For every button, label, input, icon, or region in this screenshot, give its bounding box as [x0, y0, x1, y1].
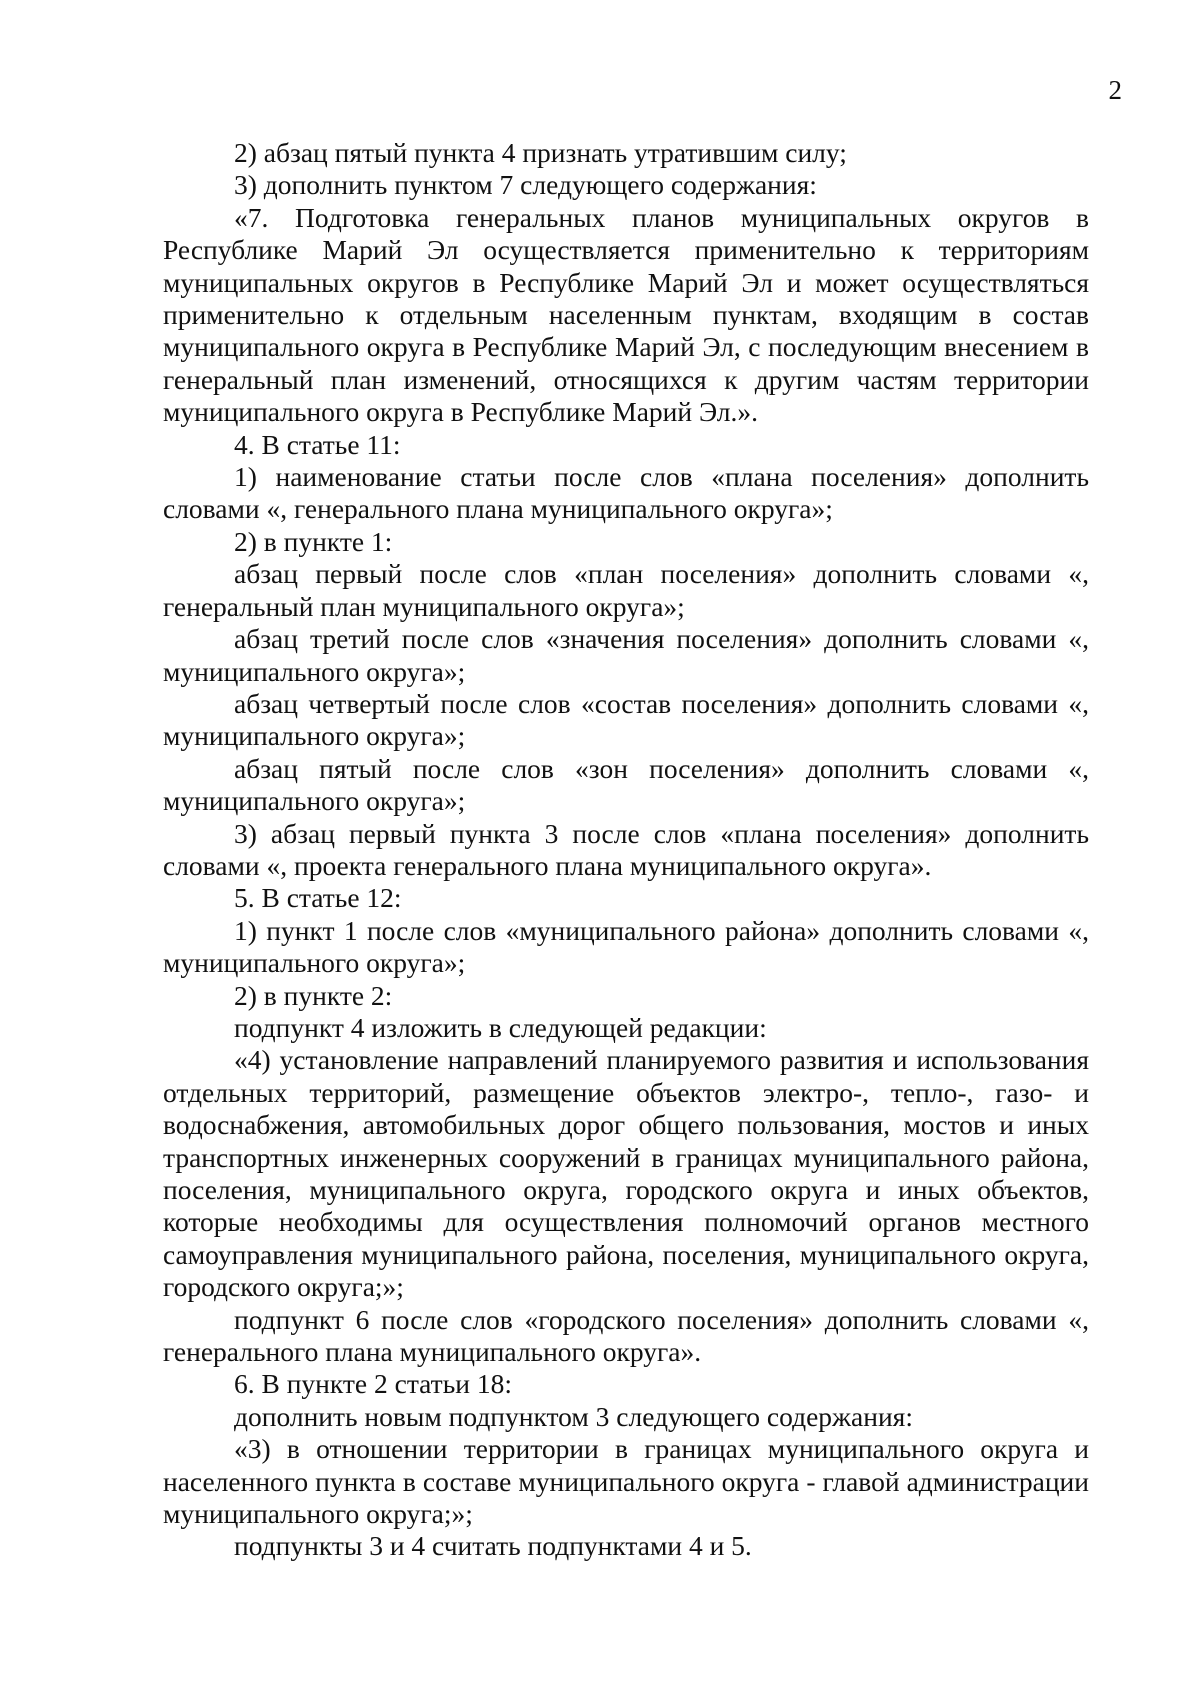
paragraph: абзац пятый после слов «зон поселения» дополнить словами «, муниципального округа»;: [163, 752, 1089, 817]
paragraph: 5. В статье 12:: [234, 882, 402, 914]
paragraph: абзац третий после слов «значения поселения» дополнить словами «, муниципального округа»;: [163, 623, 1089, 687]
paragraph: 4. В статье 11:: [234, 428, 401, 460]
paragraph: 1) наименование статьи после слов «плана поселения» дополнить словами «, генерального плана муниципального округа»;: [163, 461, 1089, 525]
paragraph: 3) дополнить пунктом 7 следующего содержания:: [234, 169, 817, 201]
page-number: 2: [1108, 75, 1122, 105]
paragraph: 2) в пункте 1:: [234, 525, 393, 557]
paragraph: «4) установление направлений планируемого развития и использования отдельных территорий, размещение объектов электро-, тепло-, газо- и водоснабжения, автомобильных дорог общего пользования, мостов и иных транспортных инженерных сооружений в границах муниципального района, поселения, муниципального округа, городского округа и иных объектов, которые необходимы для осуществления полномочий органов местного самоуправления муниципального района, поселения, муниципального округа, городского округа;»;: [163, 1044, 1089, 1303]
paragraph: «7. Подготовка генеральных планов муниципальных округов в Республике Марий Эл осуществляется применительно к территориям муниципальных округов в Республике Марий Эл и может осуществляться применительно к отдельным населенным пунктам, входящим в состав муниципального округа в Республике Марий Эл, с последующим внесением в генеральный план изменений, относящихся к другим частям территории муниципального округа в Республике Марий Эл.».: [163, 201, 1089, 428]
paragraph: 2) абзац пятый пункта 4 признать утратившим силу;: [234, 137, 847, 168]
paragraph: 2) в пункте 2:: [234, 979, 393, 1011]
paragraph: дополнить новым подпунктом 3 следующего содержания:: [234, 1400, 913, 1432]
paragraph: подпункт 4 изложить в следующей редакции:: [234, 1011, 767, 1043]
paragraph: 6. В пункте 2 статьи 18:: [234, 1368, 512, 1400]
paragraph: подпункты 3 и 4 считать подпунктами 4 и 5.: [234, 1530, 752, 1562]
paragraph: 3) абзац первый пункта 3 после слов «плана поселения» дополнить словами «, проекта генерального плана муниципального округа».: [163, 817, 1089, 881]
paragraph: 1) пункт 1 после слов «муниципального района» дополнить словами «, муниципального округа»;: [163, 914, 1089, 979]
paragraph: подпункт 6 после слов «городского поселения» дополнить словами «, генерального плана муниципального округа».: [163, 1303, 1089, 1368]
paragraph: абзац первый после слов «план поселения» дополнить словами «, генеральный план муниципального округа»;: [163, 558, 1089, 622]
paragraph: абзац четвертый после слов «состав поселения» дополнить словами «, муниципального округа»;: [163, 687, 1089, 752]
paragraph: «3) в отношении территории в границах муниципального округа и населенного пункта в составе муниципального округа - главой администрации муниципального округа;»;: [163, 1433, 1089, 1530]
document-body: [163, 137, 1089, 1563]
